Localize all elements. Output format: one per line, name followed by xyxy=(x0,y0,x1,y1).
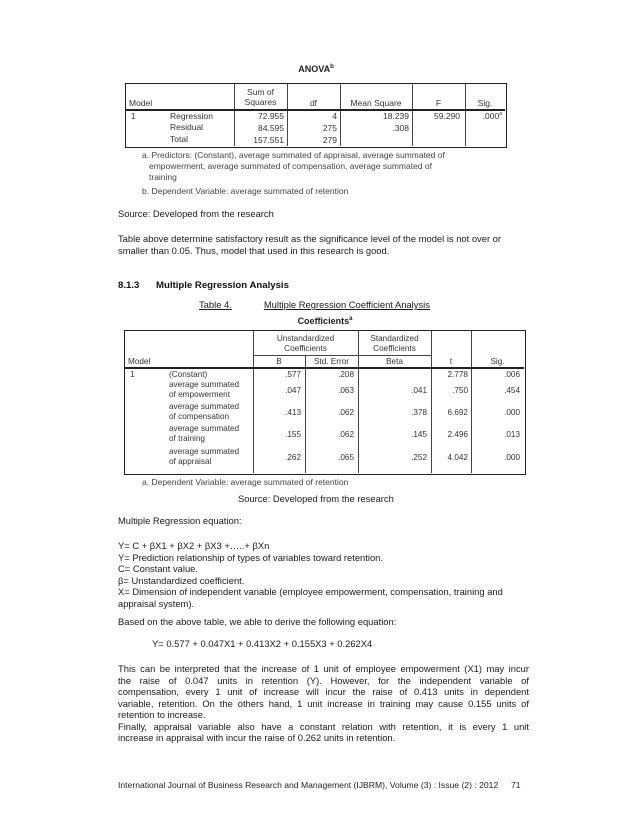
coef-header-std-error: Std. Error xyxy=(313,357,350,366)
coef-sig: .013 xyxy=(504,430,520,439)
coef-header-t: t xyxy=(449,357,453,366)
anova-sum-of-squares: 84.595 xyxy=(258,123,284,133)
interpretation-line: Finally, appraisal variable also have a constant relation with retention, it is every 1 unit xyxy=(118,720,529,732)
anova-mean-square: 18.239 xyxy=(383,111,409,121)
paragraph-line: smaller than 0.05. Thus, model that used in this research is good. xyxy=(118,244,390,256)
source-note-1: Source: Developed from the research xyxy=(118,208,274,219)
coef-std-error: .063 xyxy=(338,386,354,395)
footer-page-number: 71 xyxy=(511,780,521,790)
anova-note-b: b. Dependent Variable: average summated of retention xyxy=(142,186,349,196)
header-line: Unstandardized xyxy=(276,334,335,343)
definition-line: appraisal system). xyxy=(118,597,195,609)
coef-b: .155 xyxy=(285,430,301,439)
coef-t: .750 xyxy=(452,386,468,395)
coef-row-label xyxy=(169,402,239,422)
anova-header-mean-square: Mean Square xyxy=(350,98,402,108)
section-title: Multiple Regression Analysis xyxy=(156,280,289,291)
coef-row-label-line: of appraisal xyxy=(169,457,212,466)
table-caption-title: Multiple Regression Coefficient Analysis xyxy=(263,299,430,310)
coefficients-title-sup: a xyxy=(349,316,353,322)
section-heading xyxy=(118,280,289,291)
coefficients-title xyxy=(124,316,526,326)
coef-col-divider xyxy=(431,331,432,473)
anova-sum-of-squares: 157.551 xyxy=(253,135,284,145)
anova-table xyxy=(125,83,507,148)
coef-row-label-line: average summated xyxy=(169,424,240,433)
anova-mean-square: .308 xyxy=(392,123,409,133)
anova-header-sum-of-squares: Sum of Squares xyxy=(244,87,277,107)
anova-header-df: df xyxy=(309,98,318,108)
coef-std-error: .062 xyxy=(338,408,354,417)
anova-notes xyxy=(142,150,522,197)
coef-row-label-line: average summated xyxy=(169,402,240,411)
anova-note-a-line: a. Predictors: (Constant), average summated of appraisal, average summated of xyxy=(142,150,445,160)
page-footer xyxy=(118,780,521,790)
coef-beta: .041 xyxy=(411,386,427,395)
definition-line: Y= Prediction relationship of types of variables toward retention. xyxy=(118,551,383,563)
anova-title xyxy=(125,64,507,74)
anova-header-sig: Sig. xyxy=(477,98,493,108)
coef-row-label: (Constant) xyxy=(169,370,208,379)
coef-header-divider xyxy=(125,367,524,369)
derive-intro: Based on the above table, we able to derive the following equation: xyxy=(118,616,397,627)
definition-line: X= Dimension of independent variable (employee empowerment, compensation, training and xyxy=(118,586,503,597)
anova-df: 4 xyxy=(332,111,337,121)
coef-row-label-line: of compensation xyxy=(169,412,230,421)
coefficients-title-text: Coefficients xyxy=(297,316,350,326)
anova-df: 275 xyxy=(322,123,337,133)
coef-header-model: Model xyxy=(128,357,151,366)
coef-b: .413 xyxy=(285,408,301,417)
coef-beta: .252 xyxy=(411,453,427,462)
coef-header-unstandardized xyxy=(253,334,358,354)
coef-col-divider xyxy=(471,331,472,473)
equation-definitions xyxy=(118,540,530,609)
coef-row-label xyxy=(169,424,239,444)
coef-model-number: 1 xyxy=(130,370,135,379)
interpretation-paragraph xyxy=(118,663,529,744)
coef-std-error: .208 xyxy=(338,370,354,379)
anova-note-a-line: empowerment, average summated of compensation, average summated of xyxy=(149,161,433,171)
coef-header-beta: Beta xyxy=(386,357,403,366)
coef-beta: .145 xyxy=(411,430,427,439)
coef-t: 6.692 xyxy=(447,408,468,417)
coef-row-label-line: of empowerment xyxy=(169,390,230,399)
coef-b: .577 xyxy=(285,370,301,379)
header-line: Standardized xyxy=(370,334,419,343)
definition-line: Y= C + βX1 + βX2 + βX3 +…..+ βXn xyxy=(118,540,270,551)
coef-row-label-line: average summated xyxy=(169,447,240,456)
anova-df: 279 xyxy=(322,135,337,145)
anova-f: 59.290 xyxy=(434,111,460,121)
definition-line: C= Constant value. xyxy=(118,563,198,574)
coef-sig: .000 xyxy=(504,453,520,462)
anova-sig-value: .000 xyxy=(482,111,500,121)
interpretation-line: increase in appraisal with incur the raise of 0.262 units in retention. xyxy=(118,732,396,743)
anova-row-label: Residual xyxy=(170,122,204,132)
anova-sum-of-squares: 72.955 xyxy=(258,111,284,121)
equation-intro: Multiple Regression equation: xyxy=(118,515,242,526)
coefficients-note: a. Dependent Variable: average summated of retention xyxy=(142,477,349,487)
anova-header-f: F xyxy=(435,98,442,108)
interpretation-line: compensation, every 1 unit of increase will incur the raise of 0.413 units in dependent xyxy=(118,686,529,697)
coef-header-sig: Sig. xyxy=(490,357,505,366)
derived-equation: Y= 0.577 + 0.047X1 + 0.413X2 + 0.155X3 + 0.262X4 xyxy=(152,638,373,649)
anova-note-a-line: training xyxy=(149,172,177,182)
paragraph-line: Table above determine satisfactory result as the significance level of the model is not over or xyxy=(118,233,502,244)
coef-t: 2.496 xyxy=(447,430,468,439)
header-line: Coefficients xyxy=(373,344,416,353)
interpretation-line: This can be interpreted that the increase of 1 unit of employee empowerment (X1) may incur xyxy=(118,663,529,674)
coef-header-standardized xyxy=(358,334,431,354)
coef-row-label-line: average summated xyxy=(169,380,240,389)
paragraph-significance xyxy=(118,233,528,256)
coef-row-label-line: of training xyxy=(169,434,205,443)
footer-journal: International Journal of Business Research and Management (IJBRM), Volume (3) : Issue (2) : 2012 xyxy=(118,780,499,790)
definition-line: β= Unstandardized coefficient. xyxy=(118,574,245,586)
coefficients-table xyxy=(124,330,526,475)
coef-sig: .000 xyxy=(504,408,520,417)
coef-t: 4.042 xyxy=(447,453,468,462)
interpretation-line: retention to increase. xyxy=(118,709,206,720)
anova-sig xyxy=(465,111,502,121)
anova-note-a xyxy=(142,150,522,183)
anova-model-number: 1 xyxy=(131,111,136,121)
interpretation-line: the raise of 0.047 units in retention (Y). However, for the independent variable of xyxy=(118,674,529,686)
coef-row-label xyxy=(169,380,239,400)
coef-group-divider xyxy=(253,355,431,356)
anova-row-label: Regression xyxy=(170,111,213,121)
coef-std-error: .065 xyxy=(338,453,354,462)
coef-sig: .006 xyxy=(504,370,520,379)
coef-b: .047 xyxy=(285,386,301,395)
coef-t: 2.778 xyxy=(447,370,468,379)
interpretation-line: variable, retention. On the others hand, 1 unit increase in training may cause 0.155 units of xyxy=(118,697,529,709)
coef-sig: .454 xyxy=(504,386,520,395)
anova-title-text: ANOVA xyxy=(298,64,331,74)
table-caption xyxy=(199,299,439,311)
table-caption-label: Table 4. xyxy=(199,299,232,310)
coef-std-error: .062 xyxy=(338,430,354,439)
coef-header-b: B xyxy=(276,357,282,366)
header-line: Coefficients xyxy=(284,344,327,353)
anova-header-model: Model xyxy=(129,98,153,108)
anova-title-sup: b xyxy=(330,64,334,70)
source-note-2: Source: Developed from the research xyxy=(238,493,394,504)
anova-row-label: Total xyxy=(170,134,188,144)
coef-b: .262 xyxy=(285,453,301,462)
coef-beta: .378 xyxy=(411,408,427,417)
section-number: 8.1.3 xyxy=(118,280,140,291)
anova-sig-sup: a xyxy=(499,111,502,118)
coef-row-label xyxy=(169,447,239,467)
